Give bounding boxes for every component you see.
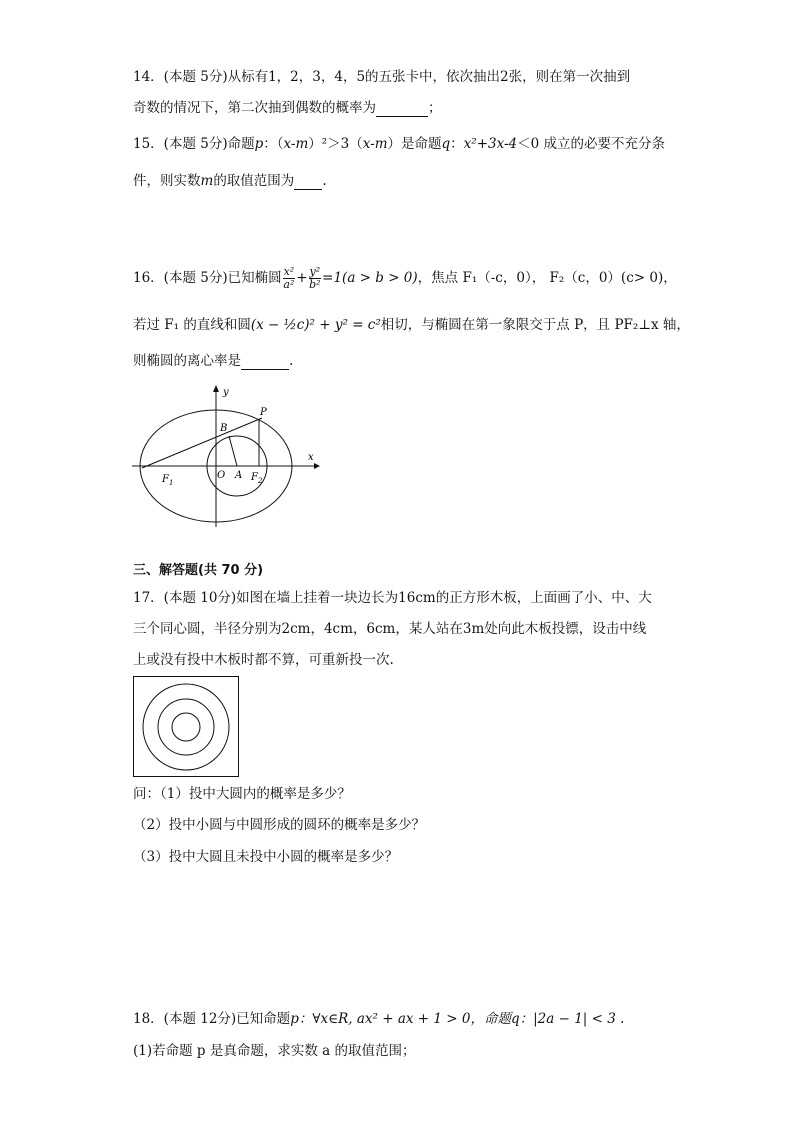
label-x: x bbox=[308, 452, 314, 463]
ellipse-frac-x: $\frac{\text{x²}}{\text{a²}}$ bbox=[283, 265, 295, 291]
q15-m: m bbox=[200, 173, 214, 189]
q15-mid2: ）是命题 bbox=[387, 136, 442, 152]
q15-prefix: 15．(本题 5分)命题 bbox=[133, 136, 255, 152]
q17-line2: 三个同心圆，半径分别为2cm，4cm，6cm，某人站在3m处向此木板投镖，设击中线 bbox=[133, 621, 647, 637]
q15-line2-suffix: . bbox=[322, 173, 327, 189]
medium-circle bbox=[158, 699, 214, 755]
q15-suffix: ＜0 成立的必要不充分条 bbox=[517, 136, 666, 152]
q15-colon1: ：（ bbox=[263, 136, 284, 152]
x-axis-arrow bbox=[314, 463, 320, 469]
q16-circle-eq: (x − ½c)² + y² = c² bbox=[250, 317, 381, 333]
q18-cond: ：|2a − 1| < 3 . bbox=[519, 1011, 625, 1027]
ellipse-figure bbox=[128, 382, 328, 532]
tangent-line bbox=[142, 418, 262, 468]
q15-q: q bbox=[441, 136, 451, 152]
q15-mid1: ）²＞3（ bbox=[308, 136, 363, 152]
label-y: y bbox=[223, 387, 229, 398]
q14-line2-suffix: ； bbox=[428, 100, 442, 116]
y-axis-arrow bbox=[213, 385, 219, 392]
q18-q: q bbox=[510, 1011, 520, 1027]
label-f2 bbox=[250, 472, 263, 485]
q15-colon2: ： bbox=[450, 136, 464, 152]
q17-line1: 17．(本题 10分)如图在墙上挂着一块边长为16cm的正方形木板，上面画了小、中、大 bbox=[133, 590, 652, 606]
square-board bbox=[134, 677, 239, 777]
label-f1 bbox=[161, 474, 173, 487]
q14-line2 bbox=[133, 99, 442, 117]
q15-line2 bbox=[133, 172, 327, 190]
q15-expr1: x-m bbox=[283, 136, 309, 152]
q16-line3-prefix: 则椭圆的离心率是 bbox=[133, 353, 241, 369]
small-circle bbox=[172, 713, 200, 741]
label-f2-sub: 2 bbox=[257, 477, 263, 485]
label-b: B bbox=[220, 423, 228, 434]
large-circle bbox=[143, 684, 229, 770]
label-f1-sub: 1 bbox=[168, 479, 174, 487]
q16-prefix: 16．(本题 5分)已知椭圆 bbox=[133, 270, 282, 286]
q14-line2-prefix: 奇数的情况下，第二次抽到偶数的概率为 bbox=[133, 100, 376, 116]
q17-ask3: （3）投中大圆且未投中小圆的概率是多少？ bbox=[133, 849, 399, 865]
q16-line3 bbox=[133, 352, 293, 370]
q16-line2 bbox=[133, 312, 690, 338]
q16-line2-prefix: 若过 F₁ 的直线和圆 bbox=[133, 317, 251, 333]
ellipse-frac-y: $\frac{\text{y²}}{\text{b²}}$ bbox=[309, 265, 321, 291]
q15-expr3: x²+3x-4 bbox=[463, 136, 518, 152]
ab-radius bbox=[229, 436, 237, 466]
q18-line1 bbox=[133, 1010, 624, 1028]
answer-blank bbox=[294, 175, 322, 190]
q16-line1: 16．(本题 5分)已知椭圆 $\frac{\text{x²}}{\text{a²}}$ + $\frac{\text{y²}}{\text{b²}}$ =1(a > b > 0)，焦点 F₁（-c，0）， F₂（c，0）(c> 0)， bbox=[133, 265, 677, 291]
target-board-figure bbox=[133, 676, 239, 777]
label-p: P bbox=[260, 407, 267, 418]
section-title: 三、解答题(共 70 分) bbox=[133, 563, 264, 578]
q16-line3-suffix: . bbox=[289, 353, 294, 369]
q17-line3: 上或没有投中木板时都不算，可重新投一次. bbox=[133, 652, 394, 668]
q18-prefix: 18．(本题 12分)已知命题 bbox=[133, 1011, 291, 1027]
q15-line2-prefix: 件，则实数 bbox=[133, 173, 201, 189]
q17-ask1: 问：（1）投中大圆内的概率是多少？ bbox=[133, 786, 351, 802]
q15-p: p bbox=[254, 136, 264, 152]
q18-p: p bbox=[290, 1011, 299, 1027]
q14-line1: 14．(本题 5分)从标有1，2，3，4，5的五张卡中，依次抽出2张，则在第一次抽到 bbox=[133, 69, 631, 85]
q18-line2: (1)若命题 p 是真命题，求实数 a 的取值范围； bbox=[133, 1043, 416, 1059]
q15-line1 bbox=[133, 135, 665, 153]
label-f2-main: F bbox=[251, 472, 258, 483]
answer-blank bbox=[241, 355, 289, 370]
q17-ask2: （2）投中小圆与中圆形成的圆环的概率是多少？ bbox=[133, 817, 426, 833]
q15-expr2: x-m bbox=[362, 136, 388, 152]
label-f1-main: F bbox=[162, 474, 169, 485]
answer-blank bbox=[376, 102, 428, 117]
q16-focus-text: ，焦点 F₁（-c，0）， F₂（c，0）(c> 0)， bbox=[417, 270, 677, 286]
q15-line2-mid: 的取值范围为 bbox=[213, 173, 295, 189]
q16-line2-suffix: 相切，与椭圆在第一象限交于点 P，且 PF₂⊥x 轴， bbox=[380, 317, 690, 333]
label-a: A bbox=[235, 470, 243, 481]
label-o: O bbox=[217, 470, 226, 481]
q16-ellipse-rhs: =1(a > b > 0) bbox=[322, 270, 418, 286]
q18-mid: ：∀x∈R, ax² + ax + 1 > 0，命题 bbox=[298, 1011, 511, 1027]
